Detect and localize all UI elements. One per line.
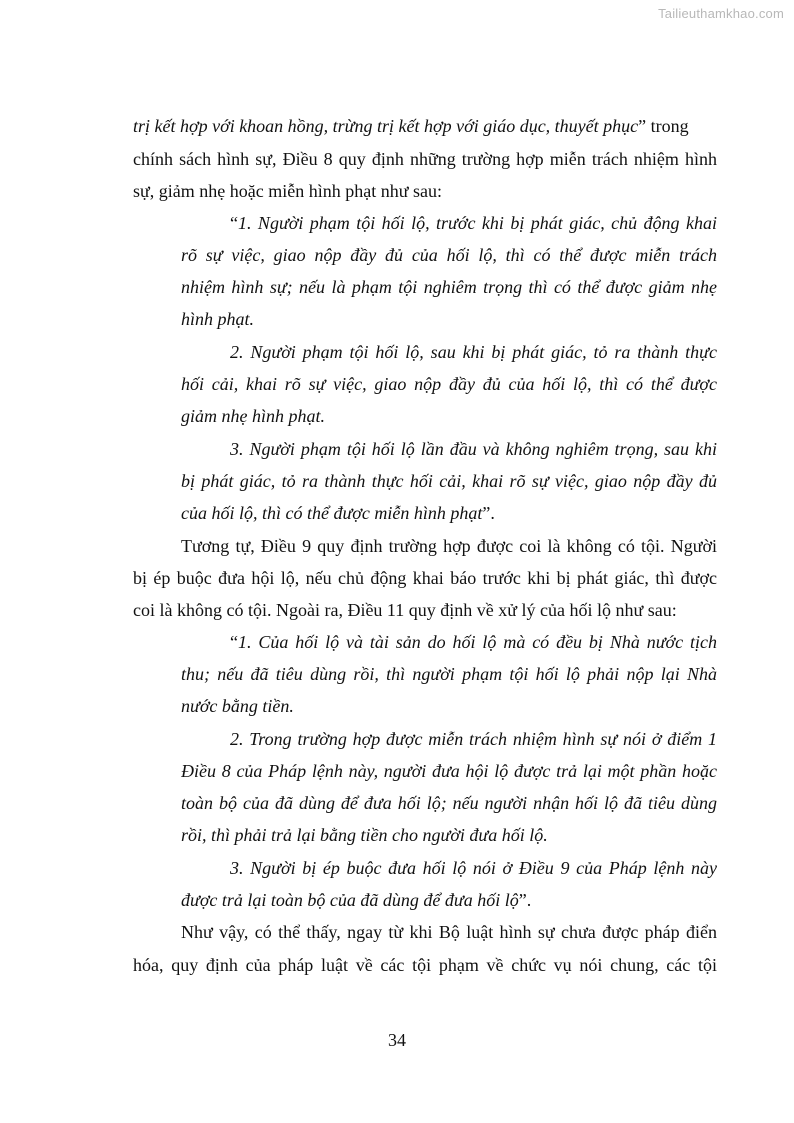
quote-line — [230, 207, 717, 239]
page-number: 34 — [388, 1030, 406, 1050]
quote-line: hình phạt. — [181, 309, 255, 329]
body-text: ” trong — [638, 116, 689, 136]
quote-line — [230, 626, 717, 658]
watermark: Tailieuthamkhao.com — [658, 6, 784, 21]
quote-line: Điều 8 của Pháp lệnh này, người đưa hội lộ được trả lại một phần hoặc — [181, 761, 717, 781]
quote-line: 2. Trong trường hợp được miễn trách nhiệm hình sự nói ở điểm 1 — [230, 729, 717, 749]
quote-line: bị phát giác, tỏ ra thành thực hối cải, khai rõ sự việc, giao nộp đầy đủ — [181, 471, 717, 491]
quote-text: 1. Người phạm tội hối lộ, trước khi bị phát giác, chủ động khai — [238, 213, 717, 233]
quote-line: nước bằng tiền. — [181, 696, 294, 716]
quote-line — [181, 497, 717, 529]
quote-text: trị kết hợp với khoan hồng, trừng trị kết hợp với giáo dục, thuyết phục — [133, 116, 639, 136]
body-line: sự, giảm nhẹ hoặc miễn hình phạt như sau: — [133, 181, 442, 201]
quote-line: toàn bộ của đã dùng để đưa hối lộ; nếu người nhận hối lộ đã tiêu dùng — [181, 793, 717, 813]
quote-line: rõ sự việc, giao nộp đầy đủ của hối lộ, thì có thể được miễn trách — [181, 245, 717, 265]
quote-text: 1. Của hối lộ và tài sản do hối lộ mà có đều bị Nhà nước tịch — [238, 632, 717, 652]
quote-line: 2. Người phạm tội hối lộ, sau khi bị phát giác, tỏ ra thành thực — [230, 342, 717, 362]
body-line: hóa, quy định của pháp luật về các tội phạm về chức vụ nói chung, các tội — [133, 955, 717, 975]
body-line: chính sách hình sự, Điều 8 quy định những trường hợp miễn trách nhiệm hình — [133, 149, 717, 169]
body-line: coi là không có tội. Ngoài ra, Điều 11 quy định về xử lý của hối lộ như sau: — [133, 600, 677, 620]
quote-line: giảm nhẹ hình phạt. — [181, 406, 325, 426]
quote-text: được trả lại toàn bộ của đã dùng để đưa hối lộ — [181, 890, 519, 910]
open-quote: “ — [230, 632, 238, 652]
body-line: Tương tự, Điều 9 quy định trường hợp được coi là không có tội. Người — [181, 536, 717, 556]
quote-text: của hối lộ, thì có thể được miễn hình phạt — [181, 503, 483, 523]
close-quote: ”. — [482, 503, 495, 523]
quote-line: rồi, thì phải trả lại bằng tiền cho người đưa hối lộ. — [181, 825, 548, 845]
quote-line: 3. Người bị ép buộc đưa hối lộ nói ở Điều 9 của Pháp lệnh này — [230, 858, 717, 878]
open-quote: “ — [230, 213, 238, 233]
quote-line — [181, 884, 717, 916]
quote-line: thu; nếu đã tiêu dùng rồi, thì người phạm tội hối lộ phải nộp lại Nhà — [181, 664, 717, 684]
quote-line: hối cải, khai rõ sự việc, giao nộp đầy đủ của hối lộ, thì có thể được — [181, 374, 717, 394]
quote-line: 3. Người phạm tội hối lộ lần đầu và không nghiêm trọng, sau khi — [230, 439, 717, 459]
quote-line: nhiệm hình sự; nếu là phạm tội nghiêm trọng thì có thể được giảm nhẹ — [181, 277, 717, 297]
body-line — [0, 110, 794, 142]
close-quote: ”. — [518, 890, 532, 910]
body-line: Như vậy, có thể thấy, ngay từ khi Bộ luật hình sự chưa được pháp điển — [181, 922, 717, 942]
body-line: bị ép buộc đưa hội lộ, nếu chủ động khai báo trước khi bị phát giác, thì được — [133, 568, 717, 588]
